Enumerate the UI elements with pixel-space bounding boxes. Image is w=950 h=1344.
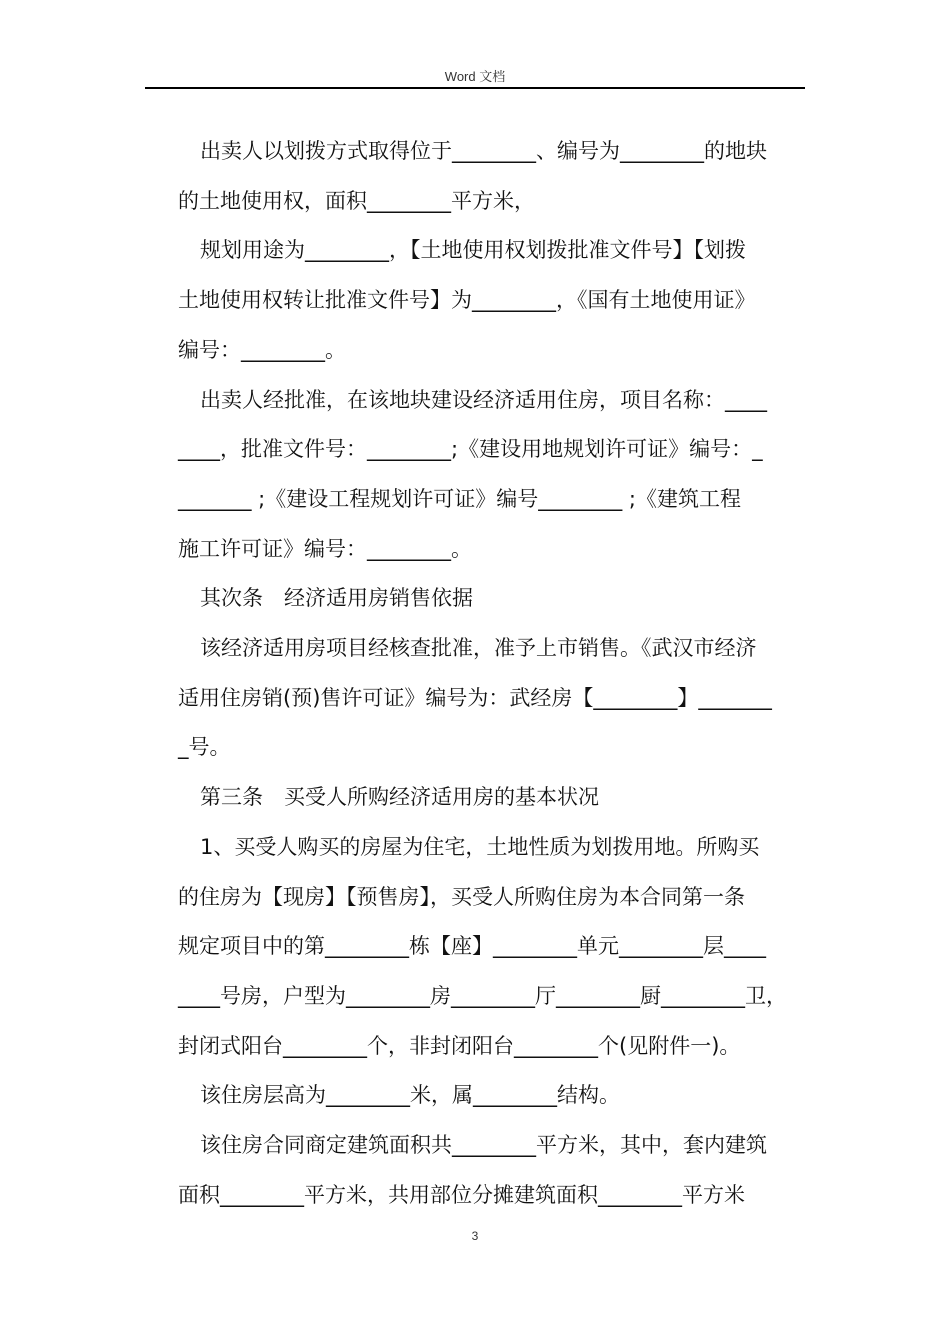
text-line-20: 该住房层高为________米，属________结构。 [200,1083,620,1107]
text-line-4: 土地使用权转让批准文件号】为________，《国有土地使用证》 [178,288,756,312]
text-line-15: 1、买受人购买的房屋为住宅，土地性质为划拨用地。所购买 [200,835,760,859]
text-line-1: 出卖人以划拨方式取得位于________、编号为________的地块 [200,139,767,163]
text-line-14: 第三条 买受人所购经济适用房的基本状况 [200,785,599,809]
text-line-7: ____，批准文件号：________;《建设用地规划许可证》编号：_ [178,437,763,461]
text-line-10: 其次条 经济适用房销售依据 [200,586,473,610]
text-line-17: 规定项目中的第________栋【座】________单元________层____ [178,934,766,958]
text-line-19: 封闭式阳台________个，非封闭阳台________个(见附件一)。 [178,1034,741,1058]
text-line-12: 适用住房销(预)售许可证》编号为：武经房【________】_______ [178,686,772,710]
text-line-21: 该住房合同商定建筑面积共________平方米，其中，套内建筑 [200,1133,767,1157]
text-line-2: 的土地使用权，面积________平方米， [178,189,535,213]
text-line-16: 的住房为【现房】【预售房】，买受人所购住房为本合同第一条 [178,885,745,909]
text-line-18: ____号房，户型为________房________厅________厨________卫， [178,984,787,1008]
text-line-3: 规划用途为________，【土地使用权划拨批准文件号】【划拨 [200,238,746,262]
text-line-13: _号。 [178,735,231,759]
page-number: 3 [471,1229,479,1243]
text-line-9: 施工许可证》编号：________。 [178,537,472,561]
header-rule [145,87,805,89]
text-line-5: 编号：________。 [178,338,346,362]
text-line-8: _______ ;《建设工程规划许可证》编号________ ;《建筑工程 [178,487,741,511]
text-line-6: 出卖人经批准，在该地块建设经济适用住房，项目名称：____ [200,388,767,412]
page-header: Word 文档 [444,69,506,84]
text-line-11: 该经济适用房项目经核查批准，准予上市销售。《武汉市经济 [200,636,757,660]
text-line-22: 面积________平方米，共用部位分摊建筑面积________平方米 [178,1183,745,1207]
